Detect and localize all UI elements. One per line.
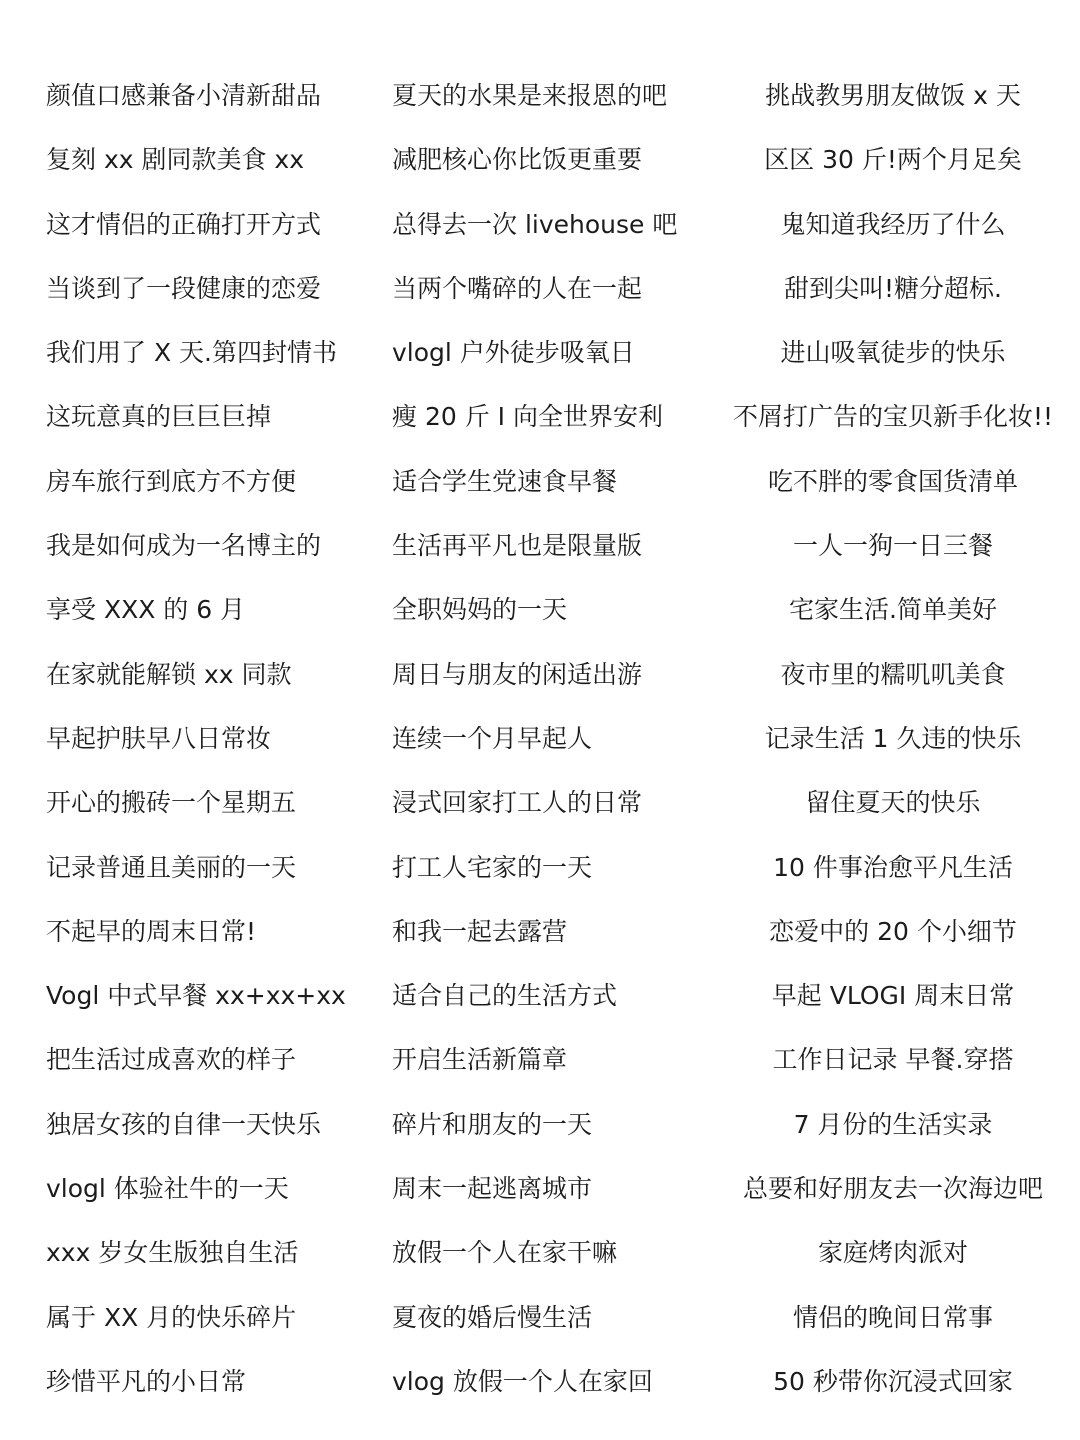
title-item: 7 月份的生活实录 (793, 1109, 993, 1139)
title-item: xxx 岁女生版独自生活 (46, 1238, 299, 1268)
title-item: 鬼知道我经历了什么 (780, 209, 1006, 239)
title-item: 把生活过成喜欢的样子 (46, 1045, 297, 1075)
title-item: 进山吸氧徒步的快乐 (780, 338, 1006, 368)
title-item: 一人一狗一日三餐 (792, 531, 993, 561)
title-item: 夏夜的婚后慢生活 (392, 1302, 593, 1332)
title-item: 开心的搬砖一个星期五 (46, 788, 297, 818)
title-item: 家庭烤肉派对 (817, 1238, 968, 1268)
title-item: vlogl 体验社牛的一天 (46, 1174, 289, 1204)
title-item: 减肥核心你比饭更重要 (392, 145, 643, 175)
title-item: 夜市里的糯叽叽美食 (780, 659, 1006, 689)
title-item: 属于 XX 月的快乐碎片 (46, 1302, 297, 1332)
title-item: 全职妈妈的一天 (392, 595, 568, 625)
title-item: 恋爱中的 20 个小细节 (769, 916, 1017, 946)
title-item: 颜值口感兼备小清新甜品 (46, 81, 322, 110)
title-item: 早起护肤早八日常妆 (46, 723, 272, 753)
title-item: 记录生活 1 久违的快乐 (764, 723, 1022, 753)
title-item: 瘦 20 斤 I 向全世界安利 (392, 402, 663, 432)
title-item: 情侣的晚间日常事 (792, 1302, 993, 1332)
title-item: 挑战教男朋友做饭 x 天 (765, 81, 1021, 110)
title-item: 夏天的水果是来报恩的吧 (392, 81, 668, 110)
title-item: 适合自己的生活方式 (392, 981, 618, 1011)
title-item: 早起 VLOGI 周末日常 (771, 981, 1015, 1011)
title-column-3 (730, 64, 1056, 1414)
title-item: 放假一个人在家干嘛 (392, 1238, 618, 1268)
title-item: 留住夏天的快乐 (805, 788, 981, 818)
title-item: vlog 放假一个人在家回 (392, 1366, 653, 1396)
title-item: 周日与朋友的闲适出游 (392, 659, 643, 689)
title-item: 在家就能解锁 xx 同款 (46, 659, 292, 689)
title-item: vlogl 户外徒步吸氧日 (392, 338, 635, 368)
title-item: 周末一起逃离城市 (392, 1174, 593, 1204)
title-item: 这才情侣的正确打开方式 (46, 209, 322, 239)
title-item: 碎片和朋友的一天 (392, 1109, 593, 1139)
title-item: 不屑打广告的宝贝新手化妆!! (732, 402, 1054, 432)
title-item: 房车旅行到底方不方便 (46, 466, 297, 496)
title-item: 我们用了 X 天.第四封情书 (46, 338, 337, 368)
title-item: 珍惜平凡的小日常 (46, 1366, 247, 1396)
title-item: 总要和好朋友去一次海边吧 (742, 1174, 1043, 1204)
title-item: 开启生活新篇章 (392, 1045, 568, 1075)
title-item: 10 件事治愈平凡生活 (773, 852, 1013, 882)
title-item: 享受 XXX 的 6 月 (46, 595, 246, 625)
title-item: 记录普通且美丽的一天 (46, 852, 297, 882)
title-item: 独居女孩的自律一天快乐 (46, 1109, 322, 1139)
title-item: 当谈到了一段健康的恋爱 (46, 273, 322, 303)
title-item: 甜到尖叫!糖分超标. (784, 273, 1002, 303)
title-item: 当两个嘴碎的人在一起 (392, 273, 643, 303)
title-item: 工作日记录 早餐.穿搭 (772, 1045, 1014, 1075)
title-item: 复刻 xx 剧同款美食 xx (46, 145, 305, 175)
title-item: Vogl 中式早餐 xx+xx+xx (46, 981, 346, 1011)
title-item: 吃不胖的零食国货清单 (767, 466, 1018, 496)
title-item: 连续一个月早起人 (392, 723, 593, 753)
title-item: 区区 30 斤!两个月足矣 (764, 145, 1022, 175)
title-column-1 (46, 64, 386, 1414)
title-item: 生活再平凡也是限量版 (392, 531, 643, 561)
title-column-2 (392, 64, 732, 1414)
title-item: 这玩意真的巨巨巨掉 (46, 402, 272, 432)
title-item: 不起早的周末日常! (46, 916, 257, 946)
title-item: 总得去一次 livehouse 吧 (392, 209, 678, 239)
title-item: 浸式回家打工人的日常 (392, 788, 643, 818)
title-item: 打工人宅家的一天 (392, 852, 593, 882)
title-item: 和我一起去露营 (392, 916, 568, 946)
title-item: 宅家生活.简单美好 (789, 595, 997, 625)
title-item: 我是如何成为一名博主的 (46, 531, 322, 561)
title-item: 适合学生党速食早餐 (392, 466, 618, 496)
title-item: 50 秒带你沉浸式回家 (773, 1366, 1013, 1396)
